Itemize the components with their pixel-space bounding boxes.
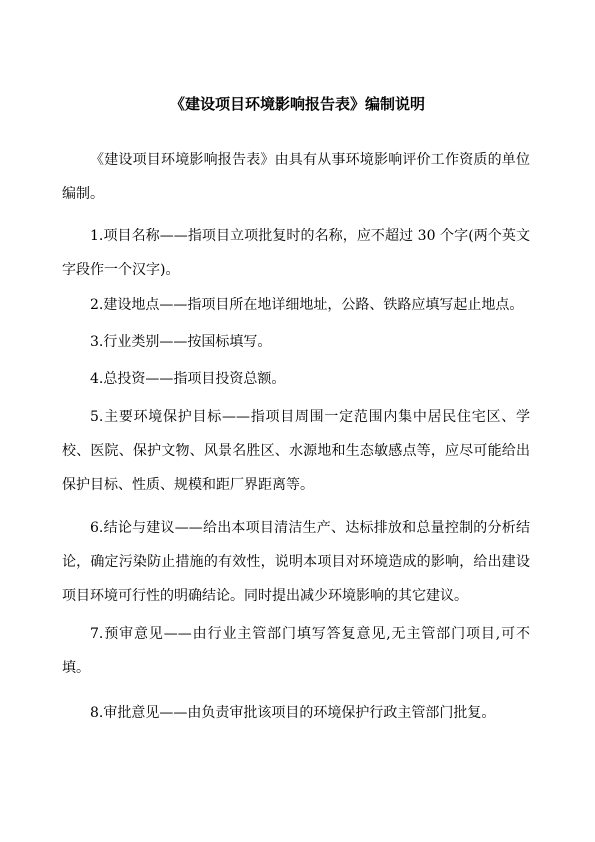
item-total-investment: 4.总投资——指项目投资总额。 [90,371,286,387]
item-protection-targets: 5.主要环境保护目标——指项目周围一定范围内集中居民住宅区、学校、医院、保护文物、风景名胜区、水源地和生态敏感点等，应尽可能给出保护目标、性质、规模和距厂界距离等。 [62,409,530,493]
item-conclusions: 6.结论与建议——给出本项目清洁生产、达标排放和总量控制的分析结论，确定污染防止措施的有效性，说明本项目对环境造成的影响，给出建设项目环境可行性的明确结论。同时提出减少环境影响的其它建议。 [62,520,530,604]
item-preliminary-review: 7.预审意见——由行业主管部门填写答复意见,无主管部门项目,可不填。 [62,626,530,676]
item-industry-category: 3.行业类别——按国标填写。 [90,334,272,350]
document-title: 《建设项目环境影响报告表》编制说明 [169,95,425,113]
item-construction-site: 2.建设地点——指项目所在地详细地址，公路、铁路应填写起止地点。 [90,297,524,313]
item-project-name: 1.项目名称——指项目立项批复时的名称，应不超过 30 个字(两个英文字段作一个汉字)。 [62,228,530,278]
intro-paragraph: 《建设项目环境影响报告表》由具有从事环境影响评价工作资质的单位编制。 [62,152,530,202]
item-approval-opinion: 8.审批意见——由负责审批该项目的环境保护行政主管部门批复。 [90,705,496,721]
